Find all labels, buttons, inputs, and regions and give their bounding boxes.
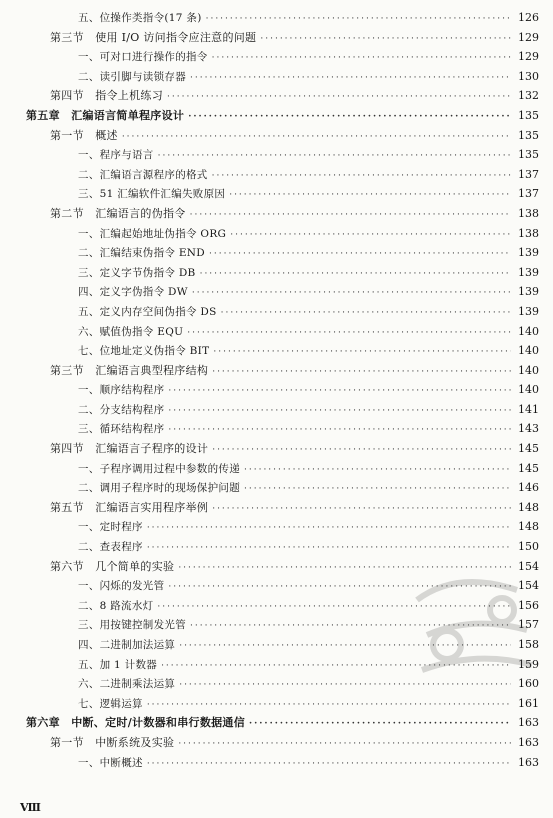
toc-entry-title: 二、查表程序	[78, 541, 143, 554]
toc-page-number: 139	[518, 304, 539, 318]
toc-page-number: 139	[518, 246, 539, 260]
toc-page-number: 163	[518, 755, 539, 769]
toc-item-row	[0, 165, 553, 185]
toc-page-number: 140	[518, 363, 539, 377]
toc-page-number: 158	[518, 638, 539, 651]
toc-page-number: 163	[518, 716, 539, 730]
toc-item-row	[0, 47, 553, 67]
toc-page-number: 145	[518, 461, 539, 475]
toc-section-row	[0, 86, 553, 106]
toc-section-row	[0, 204, 553, 224]
toc-entry-title: 第一节 中断系统及实验	[50, 735, 175, 749]
toc-page-number: 126	[518, 11, 539, 24]
toc-entry-title: 第五章 汇编语言简单程序设计	[26, 108, 185, 122]
toc-item-row	[0, 380, 553, 400]
toc-entry-title: 一、顺序结构程序	[78, 384, 165, 397]
toc-page-number: 135	[518, 128, 539, 142]
toc-item-row	[0, 753, 553, 773]
toc-entry-title: 三、定义字节伪指令 DB	[78, 266, 196, 279]
toc-page-number: 146	[518, 481, 539, 495]
toc-entry-title: 三、51 汇编软件汇编失败原因	[78, 188, 226, 201]
toc-entry-title: 六、赋值伪指令 EQU	[78, 325, 184, 338]
toc-page-number: 143	[518, 422, 539, 436]
toc-entry-title: 第六节 几个简单的实验	[50, 559, 175, 573]
toc-entry-title: 二、8 路流水灯	[78, 599, 154, 612]
toc-entry-title: 一、闪烁的发光管	[78, 580, 165, 593]
toc-page-number: 148	[518, 500, 539, 514]
toc-page-number: 129	[518, 50, 539, 64]
toc-page-number: 154	[518, 559, 539, 573]
toc-item-row	[0, 145, 553, 165]
toc-page-number: 156	[518, 598, 539, 612]
toc-entry-title: 第四节 汇编语言子程序的设计	[50, 442, 209, 456]
toc-page-number: 150	[518, 540, 539, 554]
toc-entry-title: 二、读引脚与读锁存器	[78, 70, 186, 83]
toc-entry-title: 六、二进制乘法运算	[78, 678, 176, 691]
toc-item-row	[0, 282, 553, 302]
toc-item-row	[0, 8, 553, 28]
toc-page-number: 137	[518, 187, 539, 201]
toc-page-number: 139	[518, 285, 539, 299]
toc-entry-title: 第三节 使用 I/O 访问指令应注意的问题	[50, 30, 257, 44]
toc-entry-title: 第二节 汇编语言的伪指令	[50, 206, 186, 220]
toc-entry-title: 七、位地址定义伪指令 BIT	[78, 345, 210, 358]
toc-entry-title: 四、定义字伪指令 DW	[78, 286, 188, 299]
toc-entry-title: 三、用按键控制发光管	[78, 619, 186, 632]
toc-page-number: 139	[518, 265, 539, 279]
toc-entry-title: 第六章 中断、定时/计数器和串行数据通信	[26, 716, 246, 730]
toc-page-number: 132	[518, 89, 539, 103]
toc-entry-title: 二、调用子程序时的现场保护问题	[78, 482, 240, 495]
toc-entry-title: 五、位操作类指令(17 条)	[78, 12, 202, 24]
toc-item-row	[0, 517, 553, 537]
toc-entry-title: 第五节 汇编语言实用程序举例	[50, 500, 209, 514]
toc-entry-title: 一、子程序调用过程中参数的传递	[78, 462, 240, 475]
toc-page-number: 140	[518, 383, 539, 397]
toc-item-row	[0, 341, 553, 361]
library-seal-stamp	[397, 560, 547, 690]
toc-entry-title: 一、定时程序	[78, 521, 143, 534]
toc-entry-title: 三、循环结构程序	[78, 423, 165, 436]
toc-page-number: 159	[518, 657, 539, 671]
toc-item-row	[0, 243, 553, 263]
toc-page-number: 140	[518, 344, 539, 358]
toc-item-row	[0, 263, 553, 283]
page-folio: Ⅷ	[20, 801, 41, 814]
toc-page-number: 154	[518, 579, 539, 593]
toc-item-row	[0, 478, 553, 498]
toc-entry-title: 第四节 指令上机练习	[50, 89, 163, 103]
toc-page-number: 145	[518, 442, 539, 456]
toc-item-row	[0, 67, 553, 87]
toc-entry-title: 一、程序与语言	[78, 149, 154, 162]
toc-page-number: 130	[518, 69, 539, 83]
toc-item-row	[0, 694, 553, 714]
toc-item-row	[0, 302, 553, 322]
toc-entry-title: 二、分支结构程序	[78, 403, 165, 416]
toc-item-row	[0, 184, 553, 204]
toc-entry-title: 一、可对口进行操作的指令	[78, 51, 208, 64]
dot-leader	[147, 755, 511, 775]
toc-entry-title: 一、中断概述	[78, 756, 143, 769]
toc-section-row	[0, 28, 553, 48]
toc-item-row	[0, 419, 553, 439]
toc-page-number: 163	[518, 735, 539, 749]
toc-section-row	[0, 733, 553, 753]
toc-item-row	[0, 459, 553, 479]
toc-section-row	[0, 361, 553, 381]
toc-entry-title: 五、加 1 计数器	[78, 658, 158, 671]
toc-page-number: 160	[518, 677, 539, 691]
toc-page-number: 138	[518, 226, 539, 240]
toc-page-number: 141	[518, 402, 539, 416]
toc-section-row	[0, 498, 553, 518]
toc-item-row	[0, 537, 553, 557]
toc-section-row	[0, 126, 553, 146]
toc-entry-title: 第一节 概述	[50, 128, 118, 142]
toc-item-row	[0, 400, 553, 420]
toc-page-number: 129	[518, 30, 539, 44]
toc-entry-title: 四、二进制加法运算	[78, 639, 176, 651]
toc-page-number: 138	[518, 206, 539, 220]
toc-page-number: 140	[518, 324, 539, 338]
toc-entry-title: 第三节 汇编语言典型程序结构	[50, 363, 209, 377]
toc-page-number: 135	[518, 108, 539, 122]
toc-page-number: 157	[518, 618, 539, 632]
toc-chapter-row	[0, 106, 553, 126]
toc-entry-title: 二、汇编结束伪指令 END	[78, 247, 206, 260]
toc-item-row	[0, 224, 553, 244]
toc-item-row	[0, 322, 553, 342]
toc-page-number: 148	[518, 520, 539, 534]
toc-page-number: 137	[518, 167, 539, 181]
toc-entry-title: 一、汇编起始地址伪指令 ORG	[78, 227, 227, 240]
toc-page-number: 161	[518, 696, 539, 710]
toc-entry-title: 五、定义内存空间伪指令 DS	[78, 305, 217, 318]
toc-chapter-row	[0, 713, 553, 733]
toc-entry-title: 二、汇编语言源程序的格式	[78, 168, 208, 181]
toc-entry-title: 七、逻辑运算	[78, 697, 143, 710]
toc-section-row	[0, 439, 553, 459]
toc-page-number: 135	[518, 148, 539, 162]
